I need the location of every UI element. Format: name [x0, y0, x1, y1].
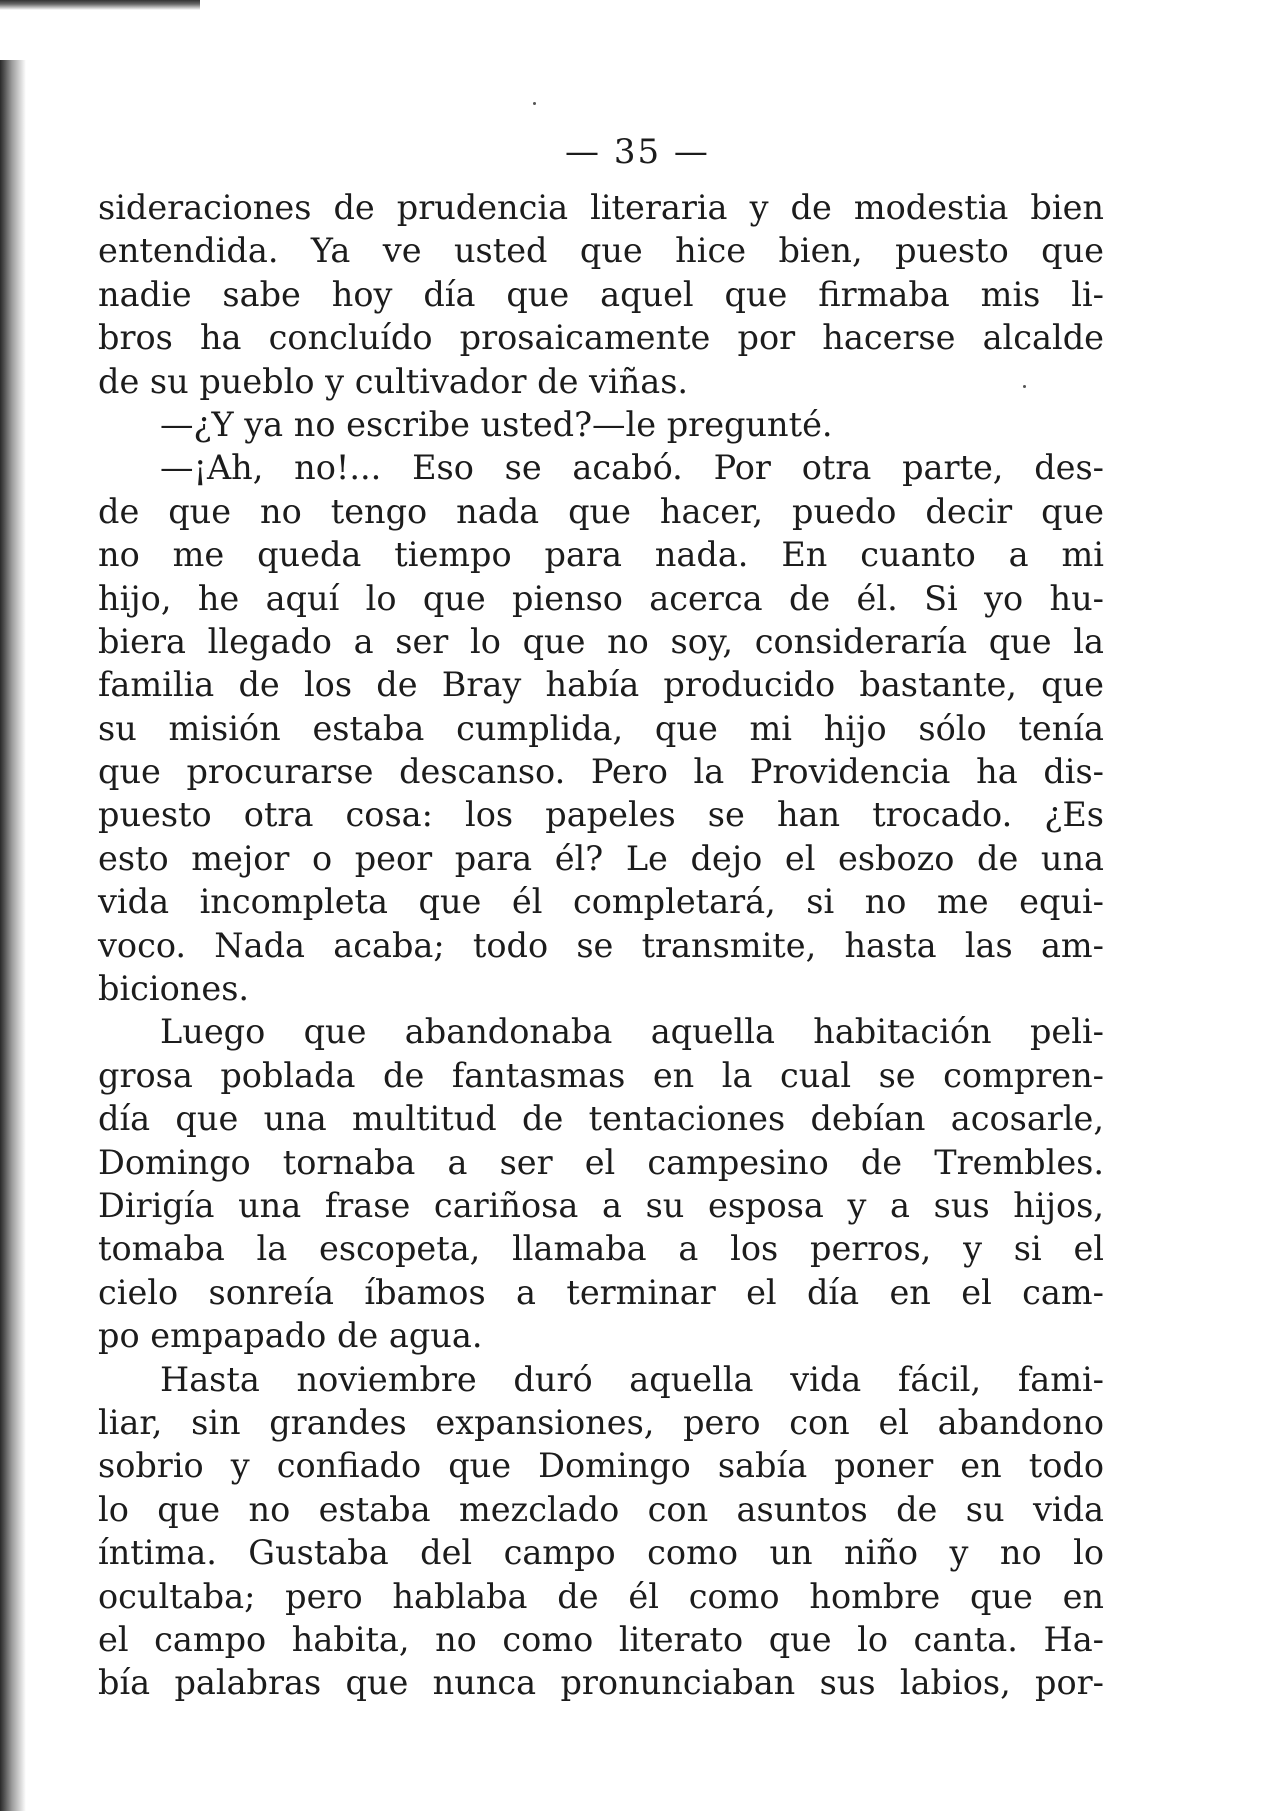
text-line: cielo sonreía íbamos a terminar el día en el cam- — [98, 1272, 1104, 1312]
text-line: lo que no estaba mezclado con asuntos de su vida — [98, 1489, 1104, 1529]
text-line: grosa poblada de fantasmas en la cual se compren- — [98, 1055, 1104, 1095]
text-line: bros ha concluído prosaicamente por hacerse alcalde — [98, 318, 1104, 358]
text-line: liar, sin grandes expansiones, pero con el abandono — [98, 1402, 1104, 1442]
text-line: Luego que abandonaba aquella habitación peli- — [160, 1012, 1104, 1052]
text-line: biciones. — [98, 969, 250, 1009]
text-line: tomaba la escopeta, llamaba a los perros, y si el — [98, 1229, 1104, 1269]
scan-speck — [533, 102, 536, 105]
text-line: esto mejor o peor para él? Le dejo el esbozo de una — [98, 838, 1104, 878]
page-body-text — [98, 186, 1104, 1705]
text-line: nadie sabe hoy día que aquel que firmaba mis li- — [98, 274, 1104, 314]
text-line: Hasta noviembre duró aquella vida fácil, fami- — [160, 1359, 1104, 1399]
text-line: —¡Ah, no!... Eso se acabó. Por otra parte, des- — [160, 448, 1104, 488]
text-line: puesto otra cosa: los papeles se han trocado. ¿Es — [98, 795, 1104, 835]
text-line: vida incompleta que él completará, si no me equi- — [98, 882, 1104, 922]
text-line: Dirigía una frase cariñosa a su esposa y a sus hijos, — [98, 1185, 1104, 1225]
text-line: entendida. Ya ve usted que hice bien, puesto que — [98, 231, 1104, 271]
text-line: de su pueblo y cultivador de viñas. — [98, 361, 689, 401]
text-line: bía palabras que nunca pronunciaban sus labios, por- — [98, 1663, 1104, 1703]
text-line: íntima. Gustaba del campo como un niño y no lo — [98, 1533, 1104, 1573]
text-line: su misión estaba cumplida, que mi hijo sólo tenía — [98, 708, 1104, 748]
text-line: voco. Nada acaba; todo se transmite, hasta las am- — [98, 925, 1104, 965]
text-line: biera llegado a ser lo que no soy, consideraría que la — [98, 621, 1104, 661]
text-line: no me queda tiempo para nada. En cuanto a mi — [98, 535, 1104, 575]
scan-top-edge — [0, 0, 200, 10]
page-number: — 35 — — [565, 132, 710, 172]
text-line: po empapado de agua. — [98, 1316, 483, 1356]
text-line: ocultaba; pero hablaba de él como hombre que en — [98, 1576, 1104, 1616]
text-line: —¿Y ya no escribe usted?—le pregunté. — [160, 404, 833, 444]
scan-binding-edge — [0, 60, 26, 1811]
text-line: día que una multitud de tentaciones debían acosarle, — [98, 1099, 1104, 1139]
text-line: que procurarse descanso. Pero la Providencia ha dis- — [98, 752, 1104, 792]
text-line: familia de los de Bray había producido bastante, que — [98, 665, 1104, 705]
text-line: de que no tengo nada que hacer, puedo decir que — [98, 491, 1104, 531]
text-line: sobrio y confiado que Domingo sabía poner en todo — [98, 1446, 1104, 1486]
text-line: hijo, he aquí lo que pienso acerca de él. Si yo hu- — [98, 578, 1104, 618]
text-line: Domingo tornaba a ser el campesino de Trembles. — [98, 1142, 1104, 1182]
text-line: sideraciones de prudencia literaria y de modestia bien — [98, 188, 1104, 227]
text-line: el campo habita, no como literato que lo canta. Ha- — [98, 1619, 1104, 1659]
